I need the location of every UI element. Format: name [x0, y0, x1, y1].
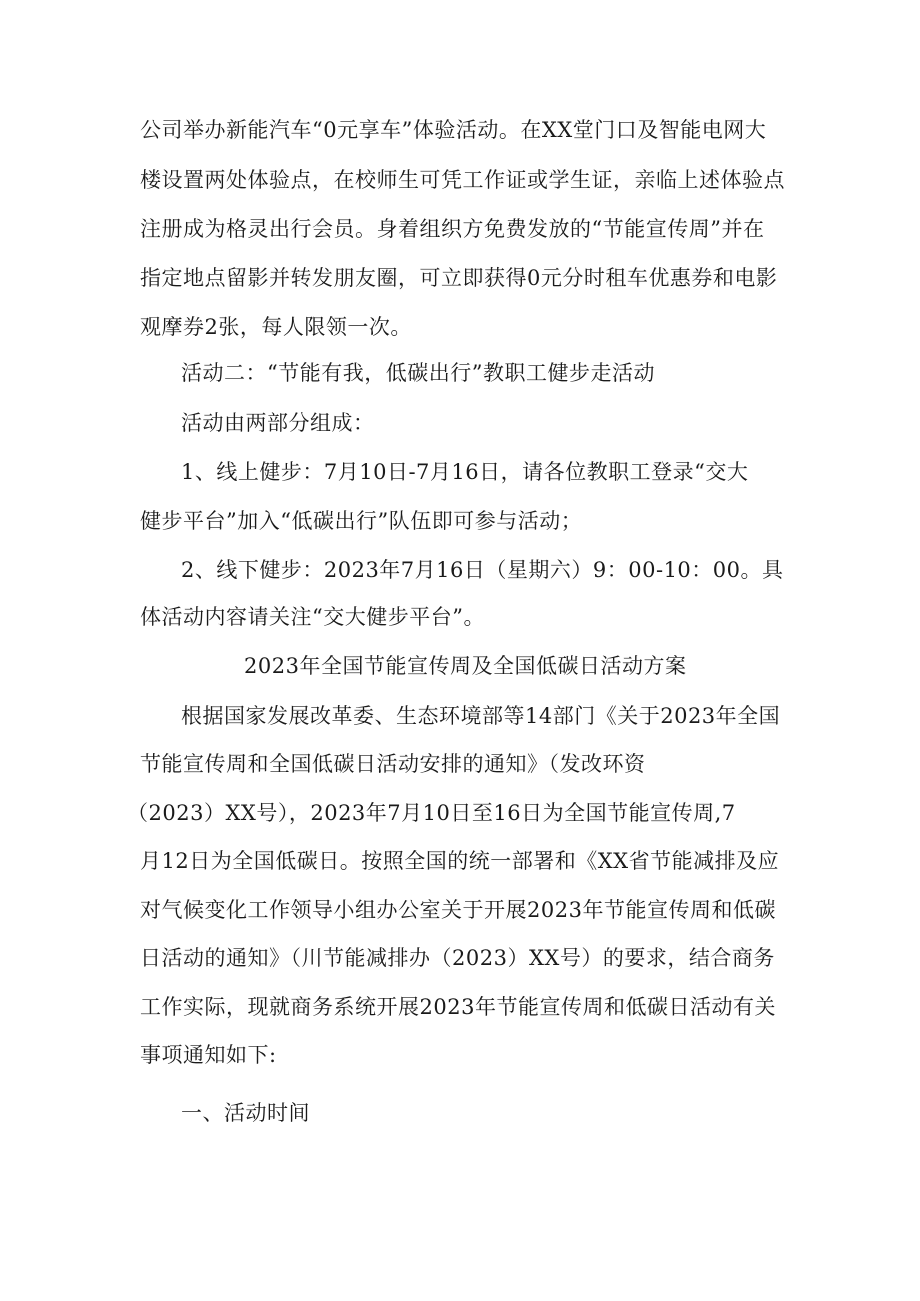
body-line: 对气候变化工作领导小组办公室关于开展2023年节能宣传周和低碳 [140, 898, 776, 922]
body-line: 楼设置两处体验点，在校师生可凭工作证或学生证，亲临上述体验点 [140, 168, 785, 192]
body-line: 月12日为全国低碳日。按照全国的统一部署和《XX省节能减排及应 [140, 849, 780, 873]
list-item-online-walk: 1、线上健步：7月10日-7月16日，请各位教职工登录“交大 [181, 460, 749, 484]
body-line: 公司举办新能汽车“0元享车”体验活动。在XX堂门口及智能电网大 [140, 118, 767, 142]
section-title: 2023年全国节能宣传周及全国低碳日活动方案 [244, 654, 687, 678]
body-line: 节能宣传周和全国低碳日活动安排的通知》（发改环资 [140, 752, 646, 776]
section-heading-activity-time: 一、活动时间 [181, 1101, 310, 1125]
body-line: （2023）XX号），2023年7月10日至16日为全国节能宣传周,7 [127, 801, 736, 825]
activity-two-heading: 活动二：“节能有我，低碳出行”教职工健步走活动 [181, 361, 655, 385]
body-line: 根据国家发展改革委、生态环境部等14部门《关于2023年全国 [181, 704, 781, 728]
body-line: 体活动内容请关注“交大健步平台”。 [140, 605, 485, 629]
body-line: 日活动的通知》（川节能减排办（2023）XX号）的要求，结合商务 [140, 946, 775, 970]
body-line: 工作实际，现就商务系统开展2023年节能宣传周和低碳日活动有关 [140, 995, 776, 1019]
body-line: 事项通知如下: [140, 1043, 277, 1067]
body-line: 观摩券2张，每人限领一次。 [140, 315, 412, 339]
body-line: 指定地点留影并转发朋友圈，可立即获得0元分时租车优惠券和电影 [140, 266, 778, 290]
list-item-offline-walk: 2、线下健步：2023年7月16日（星期六）9：00-10：00。具 [181, 558, 784, 582]
body-line: 活动由两部分组成： [181, 411, 375, 435]
body-line: 健步平台”加入“低碳出行”队伍即可参与活动； [140, 509, 583, 533]
body-line: 注册成为格灵出行会员。身着组织方免费发放的“节能宣传周”并在 [140, 217, 765, 241]
